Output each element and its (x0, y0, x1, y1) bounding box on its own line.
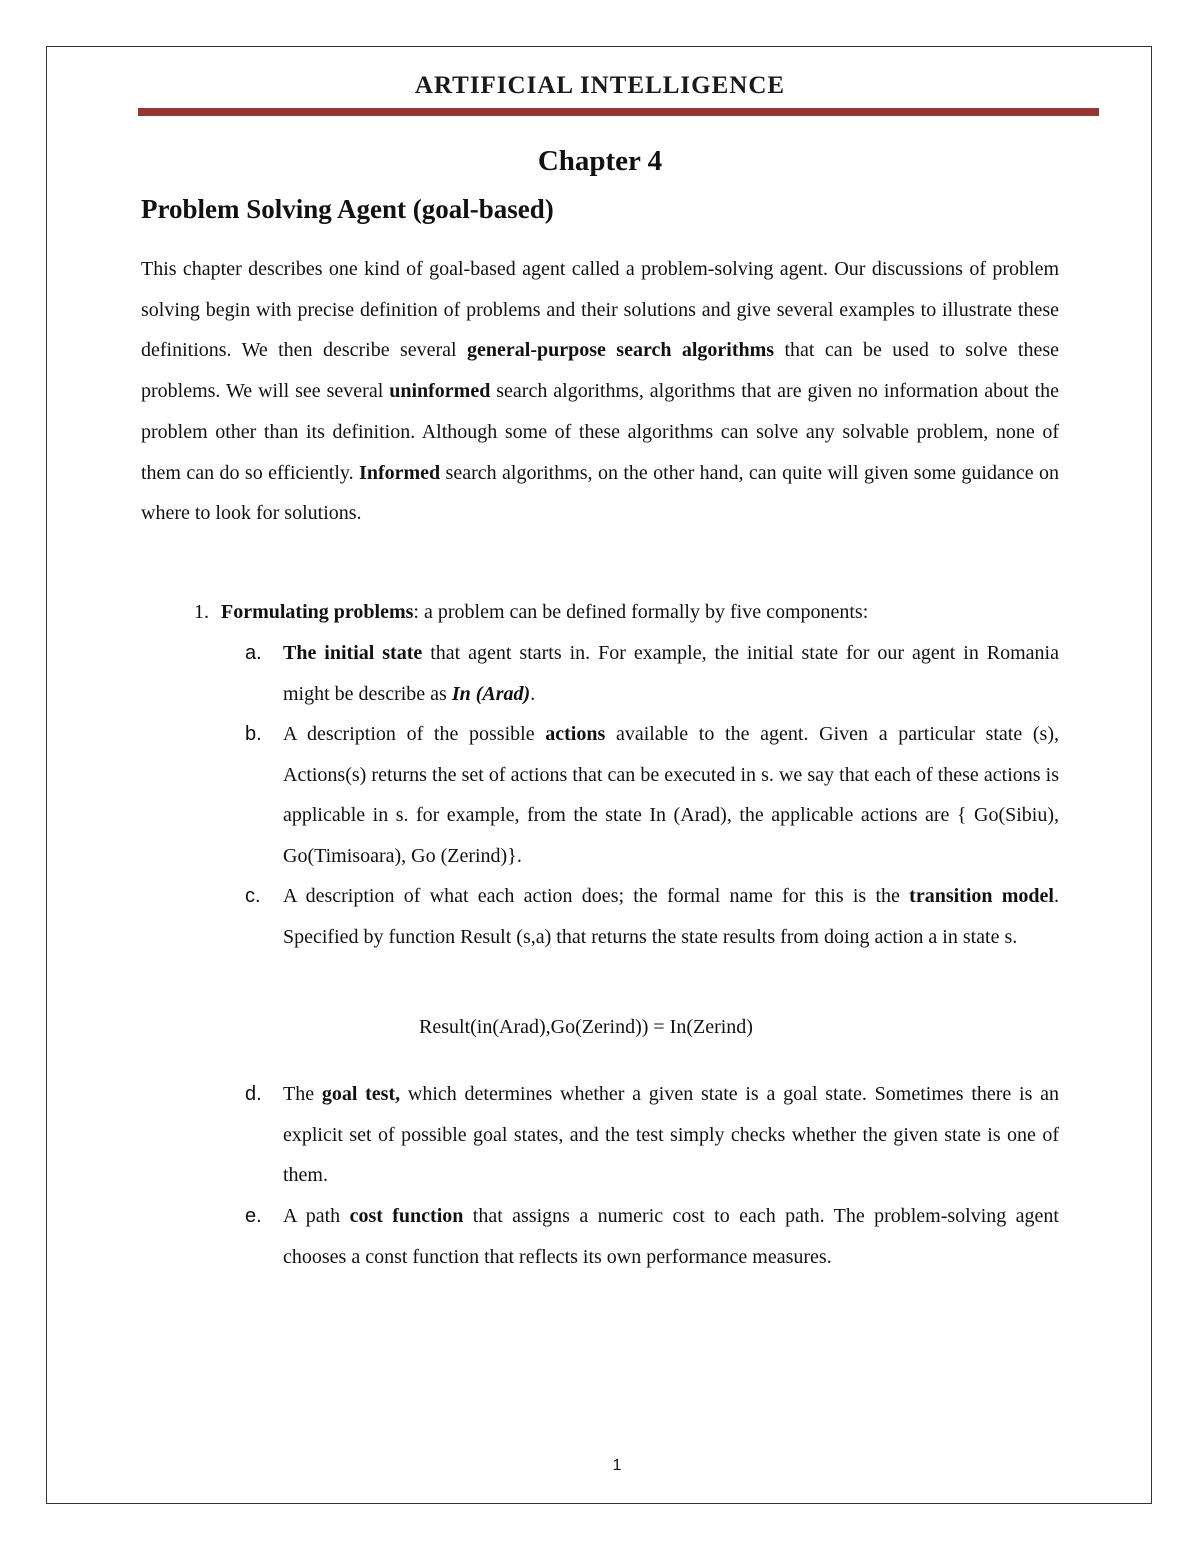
intro-bold-3: Informed (359, 461, 441, 484)
sub-a-bold-italic: In (Arad) (451, 682, 531, 705)
intro-text-4: search algorithms, on the other hand, can quite will given some guidance on where to look for solutions. (141, 461, 1059, 525)
page-number: 1 (612, 1457, 622, 1474)
sub-letter-d: d. (245, 1083, 262, 1105)
intro-text-1: This chapter describes one kind of goal-based agent called a problem-solving agent. Our discussions of problem solving begin with precise definition of problems and their solutions and give several examples to illustrate these definitions. We then describe several (141, 258, 1059, 362)
intro-bold-2: uninformed (389, 380, 491, 403)
sub-a-text-1: that agent starts in. For example, the initial state for our agent in Romania might be describe as (283, 642, 1059, 705)
running-header: ARTIFICIAL INTELLIGENCE (414, 72, 786, 99)
sub-c-text-2: . Specified by function Result (s,a) that returns the state results from doing action a in state s. (283, 885, 1059, 948)
sub-c-bold: transition model (909, 885, 1054, 907)
sub-e-bold: cost function (349, 1205, 464, 1227)
formula: Result(in(Arad),Go(Zerind)) = In(Zerind) (419, 1016, 753, 1038)
sub-item-a (245, 633, 1059, 714)
list-number: 1. (194, 601, 209, 623)
sub-letter-b: b. (245, 723, 262, 745)
sub-item-e (245, 1196, 1059, 1277)
list-item-bold: Formulating problems (221, 601, 414, 623)
sub-letter-c: c. (245, 885, 261, 907)
chapter-heading: Chapter 4 (537, 145, 663, 177)
sub-letter-a: a. (245, 642, 262, 664)
header-rule (138, 108, 1099, 116)
sub-d-text-2: which determines whether a given state is a goal state. Sometimes there is an explicit set of possible goal states, and the test simply checks whether the given state is one of them. (283, 1083, 1059, 1187)
sub-c-text-1: A description of what each action does; the formal name for this is the (283, 885, 910, 907)
sub-a-bold: The initial state (283, 642, 423, 664)
intro-paragraph (141, 249, 1059, 534)
sub-b-bold: actions (545, 723, 606, 745)
list-item-text: : a problem can be defined formally by five components: (413, 601, 869, 623)
sub-letter-e: e. (245, 1205, 262, 1227)
sub-d-bold: goal test, (321, 1083, 401, 1105)
sub-item-c (245, 876, 1059, 957)
sub-b-text-1: A description of the possible (283, 723, 546, 745)
sub-item-d (245, 1074, 1059, 1196)
intro-text-3: search algorithms, algorithms that are given no information about the problem other than its definition. Although some of these algorithms can solve any solvable problem, none of them can do so efficiently. (141, 380, 1059, 484)
sub-b-text-2: available to the agent. Given a particular state (s), Actions(s) returns the set of actions that can be executed in s. we say that each of these actions is applicable in s. for example, from the state In (Arad), the applicable actions are { Go(Sibiu), Go(Timisoara), Go (Zerind)}. (283, 723, 1060, 868)
sub-d-text-1: The (283, 1083, 322, 1105)
intro-bold-1: general-purpose search algorithms (467, 339, 775, 362)
sub-e-text-1: A path (283, 1205, 350, 1227)
sub-item-b (245, 714, 1060, 877)
list-item-formulating (141, 592, 1059, 633)
intro-text-2: that can be used to solve these problems. We will see several (141, 339, 1059, 403)
sub-a-text-2: . (530, 682, 536, 705)
sub-e-text-2: that assigns a numeric cost to each path. The problem-solving agent chooses a const function that reflects its own performance measures. (283, 1205, 1059, 1268)
section-title: Problem Solving Agent (goal-based) (141, 194, 554, 224)
